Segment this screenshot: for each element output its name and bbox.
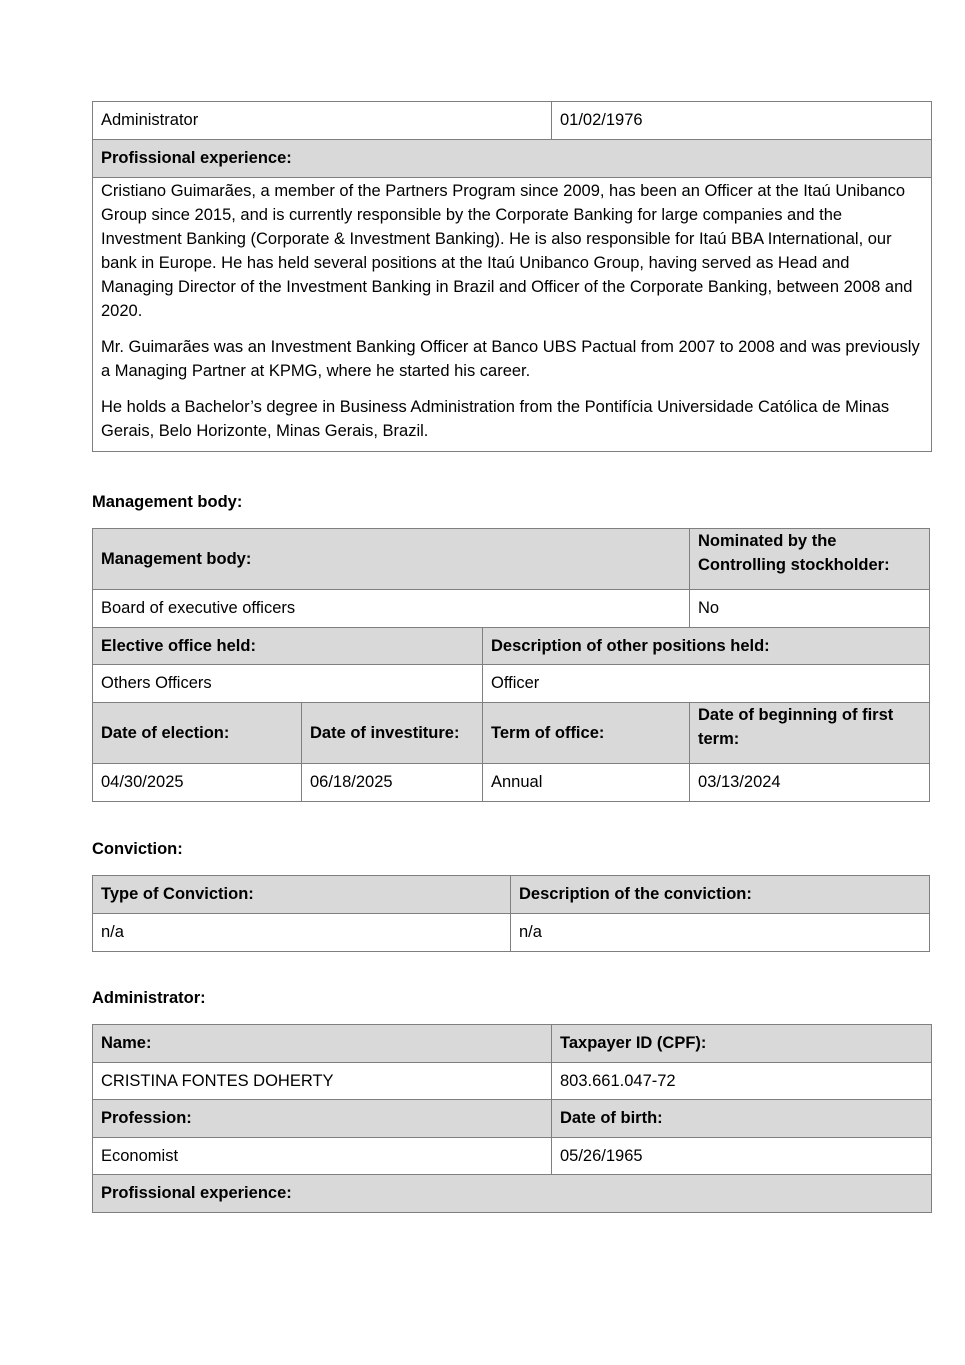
experience-header: Profissional experience: (93, 1175, 932, 1213)
nominated-value: No (690, 590, 930, 628)
name-value: CRISTINA FONTES DOHERTY (93, 1063, 552, 1100)
first-term-date-value: 03/13/2024 (690, 764, 930, 802)
election-date-value: 04/30/2025 (93, 764, 302, 802)
conviction-description-label: Description of the conviction: (511, 876, 930, 914)
elective-office-value: Others Officers (93, 665, 483, 703)
experience-paragraph: Mr. Guimarães was an Investment Banking Officer at Banco UBS Pactual from 2007 to 2008 and was previously a Managing Partner at KPMG, where he started his career. (101, 338, 920, 380)
conviction-type-label: Type of Conviction: (93, 876, 511, 914)
administrator-section-title: Administrator: (92, 989, 206, 1007)
nominated-label: Nominated by the Controlling stockholder: (690, 529, 930, 590)
birth-date-value: 05/26/1965 (552, 1138, 932, 1175)
cpf-value: 803.661.047-72 (552, 1063, 932, 1100)
investiture-date-value: 06/18/2025 (302, 764, 483, 802)
conviction-description-value: n/a (511, 914, 930, 952)
other-positions-label: Description of other positions held: (483, 628, 930, 665)
experience-text (93, 178, 932, 452)
cpf-label: Taxpayer ID (CPF): (552, 1025, 932, 1063)
profession-value: Administrator (93, 102, 552, 140)
conviction-type-value: n/a (93, 914, 511, 952)
conviction-section-title: Conviction: (92, 840, 183, 858)
profession-label: Profession: (93, 1100, 552, 1138)
experience-paragraph: He holds a Bachelor’s degree in Business Administration from the Pontifícia Universidade Católica de Minas Gerais, Belo Horizonte, Minas Gerais, Brazil. (101, 398, 890, 440)
profession-value: Economist (93, 1138, 552, 1175)
administrator-table (92, 1024, 932, 1213)
management-section-title: Management body: (92, 493, 243, 511)
experience-header: Profissional experience: (93, 140, 932, 178)
management-body-value: Board of executive officers (93, 590, 690, 628)
investiture-date-label: Date of investiture: (302, 703, 483, 764)
term-of-office-label: Term of office: (483, 703, 690, 764)
name-label: Name: (93, 1025, 552, 1063)
election-date-label: Date of election: (93, 703, 302, 764)
administrator-continuation-table (92, 101, 932, 452)
experience-paragraph: Cristiano Guimarães, a member of the Partners Program since 2009, has been an Officer at the Itaú Unibanco Group since 2015, and is currently responsible by the Corporate Banking for large companies and the Investment Banking (Corporate & Investment Banking). He is also responsible for Itaú BBA International, our bank in Europe. He has held several positions at the Itaú Unibanco Group, having served as Head and Managing Director of the Investment Banking in Brazil and Officer of the Corporate Banking, between 2008 and 2020. (101, 182, 913, 320)
term-of-office-value: Annual (483, 764, 690, 802)
management-body-label: Management body: (93, 529, 690, 590)
elective-office-label: Elective office held: (93, 628, 483, 665)
birth-date-label: Date of birth: (552, 1100, 932, 1138)
management-body-table (92, 528, 930, 802)
other-positions-value: Officer (483, 665, 930, 703)
birth-date-value: 01/02/1976 (552, 102, 932, 140)
conviction-table (92, 875, 930, 952)
first-term-date-label: Date of beginning of first term: (690, 703, 930, 764)
